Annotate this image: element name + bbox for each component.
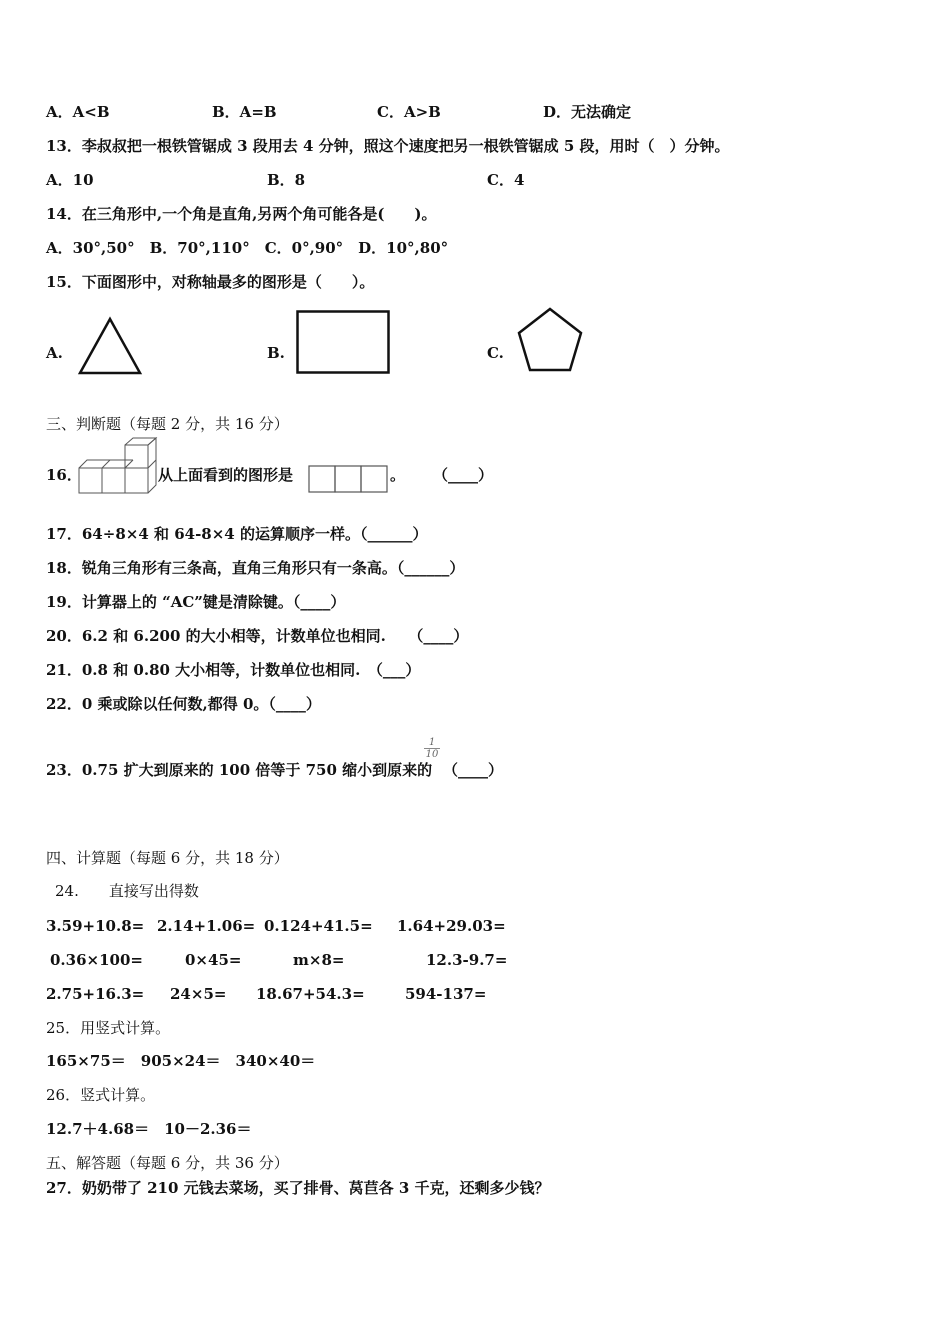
q24-item: 0.124+41.5=	[264, 917, 373, 935]
q19-text: 19．计算器上的 “AC”键是清除键。（____）	[46, 593, 346, 611]
q24-item: 18.67+54.3=	[256, 985, 365, 1003]
q24-item: 12.3-9.7=	[426, 951, 508, 969]
q25-items: 165×75＝ 905×24＝ 340×40＝	[46, 1052, 316, 1070]
q13-option-a: A．10	[46, 171, 94, 189]
q24-item: 24×5=	[170, 985, 227, 1003]
top-view-figure	[308, 465, 388, 493]
q12-option-a: A．A<B	[46, 103, 110, 121]
q14-options: A．30°,50° B．70°,110° C．0°,90° D．10°,80°	[46, 239, 449, 257]
q12-option-d: D．无法确定	[543, 103, 632, 121]
section-3-heading: 三、判断题（每题 2 分，共 16 分）	[46, 415, 289, 433]
q25-title: 25．用竖式计算。	[46, 1019, 171, 1037]
q24-item: m×8=	[293, 951, 345, 969]
q24-title: 24. 直接写出得数	[55, 882, 199, 900]
q16-number: 16．	[46, 466, 82, 484]
q26-items: 12.7＋4.68＝ 10－2.36＝	[46, 1120, 252, 1138]
q15-option-c-label: C.	[487, 344, 504, 362]
q15-option-a-label: A.	[46, 344, 63, 362]
q27-text: 27．奶奶带了 210 元钱去菜场，买了排骨、莴苣各 3 千克，还剩多少钱？	[46, 1179, 550, 1197]
q23-fraction-numerator: 1	[428, 737, 436, 748]
pentagon-shape	[516, 307, 584, 373]
section-4-heading: 四、计算题（每题 6 分，共 18 分）	[46, 849, 289, 867]
q24-item: 0×45=	[185, 951, 242, 969]
q21-text: 21．0.8 和 0.80 大小相等，计数单位也相同. （___）	[46, 661, 421, 679]
q23-blank: （____）	[443, 761, 504, 779]
section-5-heading: 五、解答题（每题 6 分，共 36 分）	[46, 1154, 289, 1172]
q24-item: 2.14+1.06=	[157, 917, 256, 935]
q16-text: 从上面看到的图形是	[158, 466, 294, 484]
cube-stack-figure	[78, 437, 158, 495]
q24-item: 0.36×100=	[50, 951, 143, 969]
q16-period: 。	[390, 466, 406, 484]
q16-blank: （____）	[433, 466, 494, 484]
q18-text: 18．锐角三角形有三条高，直角三角形只有一条高。（______）	[46, 559, 465, 577]
q24-item: 1.64+29.03=	[397, 917, 506, 935]
q15-text: 15．下面图形中，对称轴最多的图形是（ ）。	[46, 273, 375, 291]
q12-option-b: B．A=B	[212, 103, 277, 121]
q13-text: 13．李叔叔把一根铁管锯成 3 段用去 4 分钟，照这个速度把另一根铁管锯成 5 段，用时（ ）分钟。	[46, 137, 730, 155]
rectangle-shape	[296, 310, 390, 374]
q13-option-b: B．8	[267, 171, 306, 189]
q22-text: 22．0 乘或除以任何数,都得 0。（____）	[46, 695, 321, 713]
q14-text: 14．在三角形中,一个角是直角,另两个角可能各是( )。	[46, 205, 437, 223]
q24-item: 594-137=	[405, 985, 487, 1003]
q24-item: 3.59+10.8=	[46, 917, 145, 935]
q20-text: 20．6.2 和 6.200 的大小相等，计数单位也相同. （____）	[46, 627, 469, 645]
q23-text: 23．0.75 扩大到原来的 100 倍等于 750 缩小到原来的	[46, 761, 433, 779]
q24-item: 2.75+16.3=	[46, 985, 145, 1003]
q23-fraction-denominator: 10	[425, 749, 439, 760]
q26-title: 26．竖式计算。	[46, 1086, 156, 1104]
q23-fraction	[424, 737, 440, 760]
q12-option-c: C．A>B	[377, 103, 441, 121]
q17-text: 17．64÷8×4 和 64-8×4 的运算顺序一样。（______）	[46, 525, 428, 543]
q15-option-b-label: B.	[267, 344, 285, 362]
triangle-shape	[78, 317, 142, 375]
q13-option-c: C．4	[487, 171, 525, 189]
